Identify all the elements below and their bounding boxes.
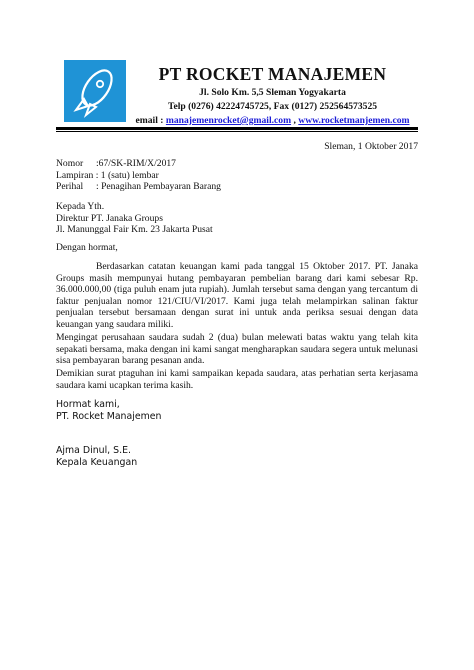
recipient-block xyxy=(56,201,213,236)
closing-company: PT. Rocket Manajemen xyxy=(56,411,162,422)
perihal-label: Perihal xyxy=(56,181,84,193)
recipient-line-3: Jl. Manunggal Fair Km. 23 Jakarta Pusat xyxy=(56,224,213,236)
body-paragraph-1: Berdasarkan catatan keuangan kami pada tanggal 15 Oktober 2017. PT. Janaka Groups masih mempunyai hutang pembayaran pembelian barang dari kami sebesar Rp. 36.000.000,00 (tiga puluh enam juta rupiah). Jumlah tersebut sama dengan yang tercantum di faktur penjualan nomor 121/CIU/VI/2017. Kami juga telah melampirkan salinan faktur penjualan tersebut bersamaan dengan surat ini untuk anda periksa sesuai dengan data keuangan yang saudara miliki. xyxy=(56,261,418,330)
perihal-row xyxy=(56,181,221,193)
email-label: email : xyxy=(135,115,164,126)
nomor-label: Nomor xyxy=(56,158,84,169)
signer-name: Ajma Dinul, S.E. xyxy=(56,445,131,456)
header-rule-thick xyxy=(56,127,418,130)
perihal-value: : Penagihan Pembayaran Barang xyxy=(96,181,221,193)
nomor-row xyxy=(56,158,221,170)
greeting: Dengan hormat, xyxy=(56,242,118,253)
signer-title: Kepala Keuangan xyxy=(56,457,138,468)
nomor-value: :67/SK-RIM/X/2017 xyxy=(96,158,176,169)
contact-separator: , xyxy=(293,115,296,126)
website-link[interactable]: www.rocketmanjemen.com xyxy=(298,115,410,126)
recipient-line-2: Direktur PT. Janaka Groups xyxy=(56,212,163,224)
signer-block xyxy=(56,445,137,469)
closing-salutation: Hormat kami, xyxy=(56,399,120,410)
rocket-icon xyxy=(64,60,126,122)
company-name: PT ROCKET MANAJEMEN xyxy=(158,64,387,84)
letter-meta xyxy=(56,158,221,193)
company-contact xyxy=(130,114,415,128)
recipient-line-1: Kepada Yth. xyxy=(56,201,105,212)
letter-date: Sleman, 1 Oktober 2017 xyxy=(324,141,418,152)
closing-block xyxy=(56,399,161,423)
body-paragraph-3: Demikian surat ptaguhan ini kami sampaikan kepada saudara, atas perhatian serta kerjasama saudara kami ucapkan terima kasih. xyxy=(56,368,418,391)
lampiran-row: Lampiran : 1 (satu) lembar xyxy=(56,169,159,181)
body-paragraph-2: Mengingat perusahaan saudara sudah 2 (dua) bulan melewati batas waktu yang telah kita sepakati bersama, maka dengan ini kami sangat mengharapkan saudara segera untuk melunasi sisa pembayaran barang pesanan anda. xyxy=(56,332,418,367)
header-rule-thin xyxy=(56,131,418,132)
letterhead xyxy=(130,62,415,128)
company-phone: Telp (0276) 42224745725, Fax (0127) 252564573525 xyxy=(167,101,378,112)
company-address: Jl. Solo Km. 5,5 Sleman Yogyakarta xyxy=(199,87,346,98)
company-logo xyxy=(64,60,126,122)
email-link[interactable]: manajemenrocket@gmail.com xyxy=(165,115,292,126)
